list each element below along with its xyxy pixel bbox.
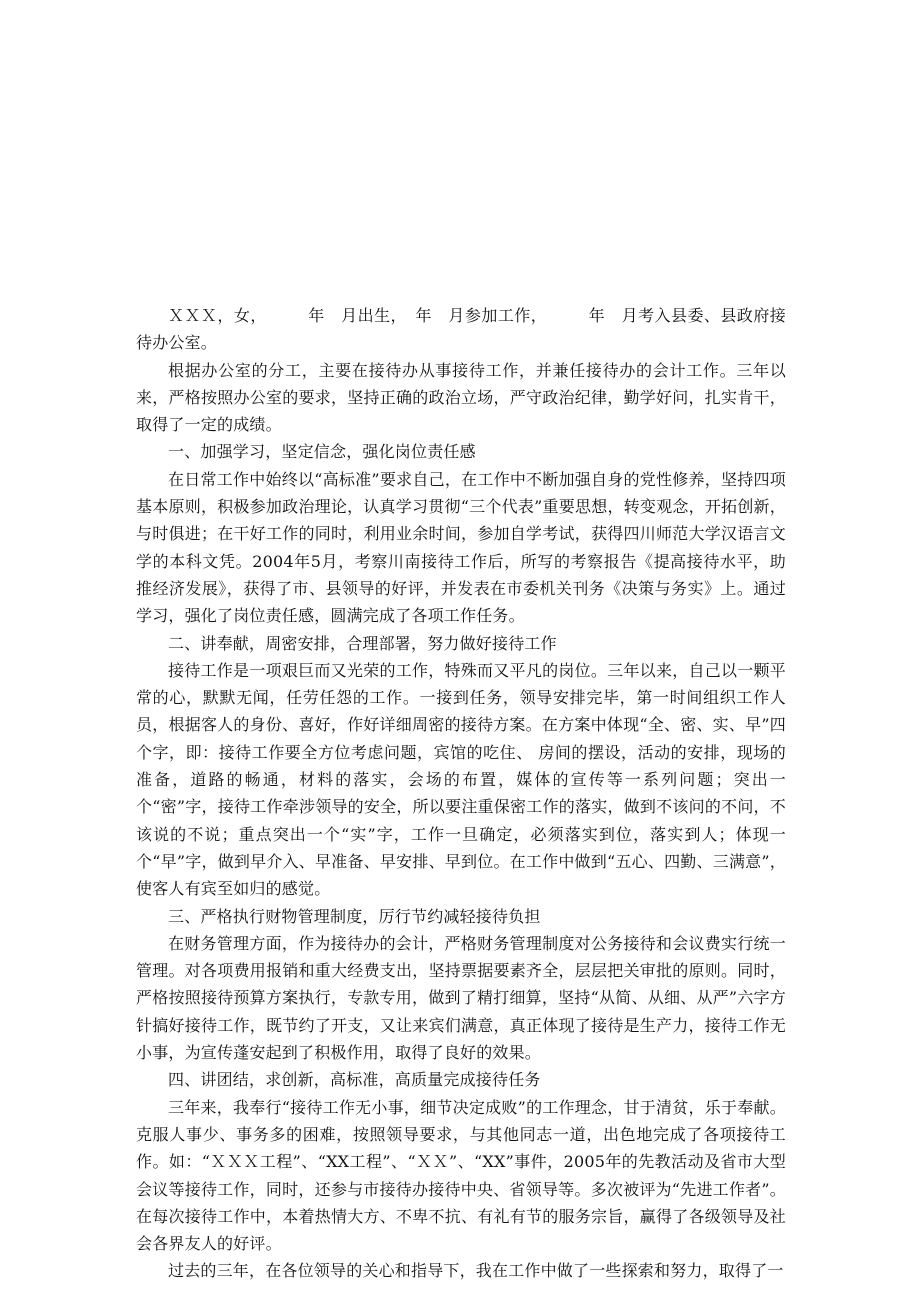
section-paragraph-4: 三年来，我奉行“接待工作无小事，细节决定成败”的工作理念，甘于清贫，乐于奉献。克服人事少、事务多的困难，按照领导要求，与其他同志一道，出色地完成了各项接待工作。如：“ＸＸＸ工程”、“XX工程”、“ＸＸ”、“XX”事件，2005年的先教活动及省市大型会议等接待工作，同时，还参与市接待办接待中央、省领导等。多次被评为“先进工作者”。在每次接待工作中，本着热情大方、不卑不抗、有礼有节的服务宗旨，赢得了各级领导及社会各界友人的好评。 bbox=[136, 1097, 786, 1254]
section-heading-2: 二、讲奉献，周密安排，合理部署，努力做好接待工作 bbox=[168, 633, 557, 653]
section-paragraph-2: 接待工作是一项艰巨而又光荣的工作，特殊而又平凡的岗位。三年以来，自己以一颗平常的心，默默无闻，任劳任怨的工作。一接到任务，领导安排完毕，第一时间组织工作人员，根据客人的身份、喜好，作好详细周密的接待方案。在方案中体现“全、密、实、早”四个字，即：接待工作要全方位考虑问题，宾馆的吃住、 房间的摆设，活动的安排，现场的准备，道路的畅通，材料的落实，会场的布置，媒体的宣传等一系列问题；突出一个“密”字，接待工作牵涉领导的安全，所以要注重保密工作的落实，做到不该问的不问，不该说的不说；重点突出一个“实”字，工作一旦确定，必须落实到位，落实到人；体现一个“早”字，做到早介入、早准备、早安排、早到位。在工作中做到“五心、四勤、三满意”，使客人有宾至如归的感觉。 bbox=[136, 660, 786, 899]
section-heading-4: 四、讲团结，求创新，高标准，高质量完成接待任务 bbox=[168, 1070, 541, 1090]
document-body bbox=[136, 302, 786, 1285]
section-paragraph-1: 在日常工作中始终以“高标准”要求自己，在工作中不断加强自身的党性修养，坚持四项基本原则，积极参加政治理论，认真学习贯彻“三个代表”重要思想，转变观念，开拓创新，与时俱进；在干好工作的同时，利用业余时间，参加自学考试，获得四川师范大学汉语言文学的本科文凭。2004年5月，考察川南接待工作后，所写的考察报告《提高接待水平，助推经济发展》，获得了市、县领导的好评，并发表在市委机关刊务《决策与务实》上。通过学习，强化了岗位责任感，圆满完成了各项工作任务。 bbox=[136, 469, 786, 626]
summary-paragraph: 根据办公室的分工，主要在接待办从事接待工作，并兼任接待办的会计工作。三年以来，严格按照办公室的要求，坚持正确的政治立场，严守政治纪律，勤学好问，扎实肯干，取得了一定的成绩。 bbox=[136, 360, 786, 435]
section-heading-3: 三、严格执行财物管理制度，厉行节约减轻接待负担 bbox=[168, 906, 541, 926]
section-paragraph-3: 在财务管理方面，作为接待办的会计，严格财务管理制度对公务接待和会议费实行统一管理。对各项费用报销和重大经费支出，坚持票据要素齐全，层层把关审批的原则。同时，严格按照接待预算方案执行，专款专用，做到了精打细算，坚持“从简、从细、从严”六字方针搞好接待工作，既节约了开支，又让来宾们满意，真正体现了接待是生产力，接待工作无小事，为宣传蓬安起到了积极作用，取得了良好的效果。 bbox=[136, 933, 786, 1063]
intro-paragraph: ＸＸＸ，女， 年 月出生， 年 月参加工作， 年 月考入县委、县政府接待办公室。 bbox=[136, 306, 786, 353]
closing-paragraph: 过去的三年，在各位领导的关心和指导下，我在工作中做了一些探索和努力，取得了一 bbox=[168, 1261, 784, 1281]
section-heading-1: 一、加强学习，坚定信念，强化岗位责任感 bbox=[168, 442, 476, 462]
